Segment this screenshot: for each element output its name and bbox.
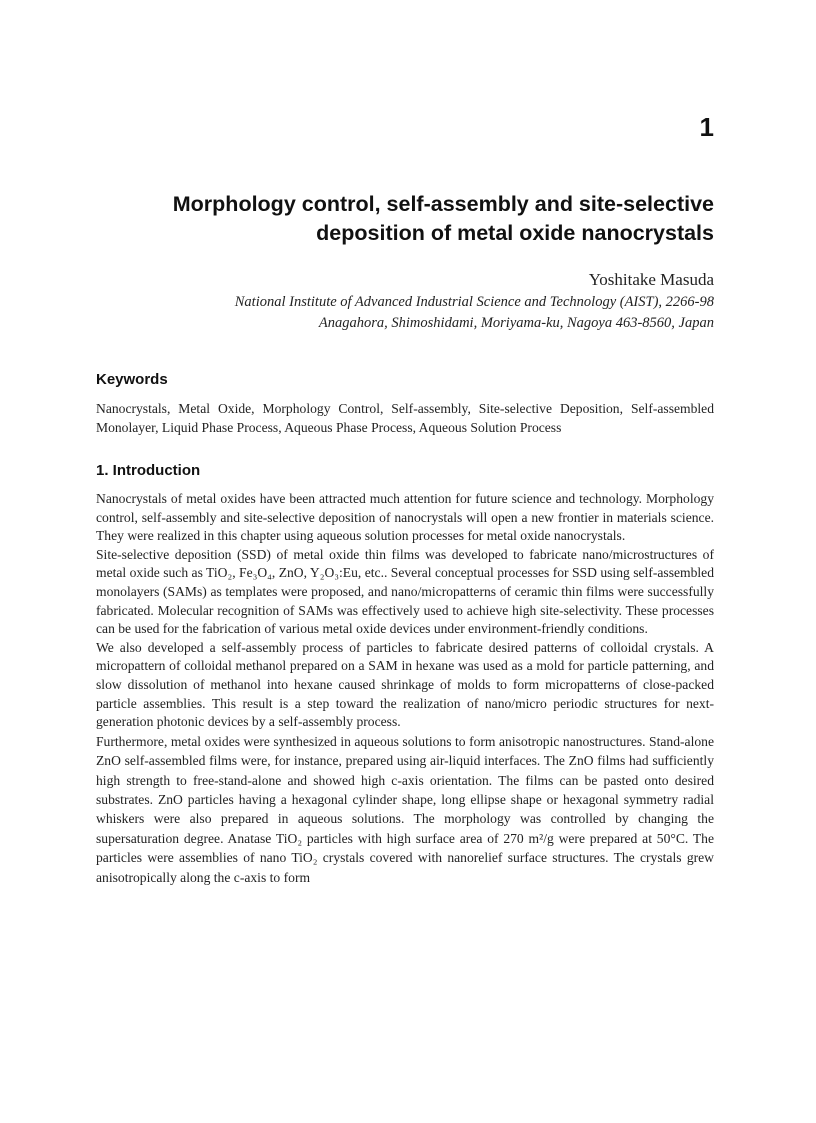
- affiliation-line: National Institute of Advanced Industrial Science and Technology (AIST), 2266-98: [234, 294, 714, 310]
- keywords-heading: Keywords: [96, 371, 168, 388]
- title-line: deposition of metal oxide nanocrystals: [316, 221, 714, 245]
- author-affiliation: [96, 292, 714, 334]
- paragraph: Furthermore, metal oxides were synthesized in aqueous solutions to form anisotropic nanostructures. Stand-alone ZnO self-assembled films were, for instance, prepared using air-liquid interfaces. The ZnO films had sufficiently high strength to free-stand-alone and showed high c-axis orientation. The films can be pasted onto desired substrates. ZnO particles having a hexagonal cylinder shape, long ellipse shape or hexagonal symmetry radial whiskers were also prepared in aqueous solutions. The morphology was controlled by changing the supersaturation degree. Anatase TiO₂ particles with high surface area of 270 m²/g were prepared at 50°C. The particles were assemblies of nano TiO₂ crystals covered with nanorelief surface structures. The crystals grew anisotropically along the c-axis to form: [96, 733, 714, 885]
- introduction-heading: 1. Introduction: [96, 462, 201, 479]
- paragraph: Site-selective deposition (SSD) of metal oxide thin films was developed to fabricate nano/microstructures of metal oxide such as TiO₂, Fe₃O₄, ZnO, Y₂O₃:Eu, etc.. Several conceptual processes for SSD using self-assembled monolayers (SAMs) as templates were proposed, and nano/micropatterns of ceramic thin films were successfully fabricated. Molecular recognition of SAMs was effectively used to achieve high site-selectivity. These processes can be used for the fabrication of various metal oxide devices under environment-friendly conditions.: [96, 546, 714, 637]
- title-line: Morphology control, self-assembly and site-selective: [172, 192, 714, 216]
- author-name: Yoshitake Masuda: [588, 270, 714, 289]
- chapter-number: 1: [699, 112, 714, 142]
- paragraph: We also developed a self-assembly process of particles to fabricate desired patterns of colloidal crystals. A micropattern of colloidal methanol prepared on a SAM in hexane was used as a mold for particle patterning, and slow dissolution of methanol into hexane caused shrinkage of molds to form micropatterns of close-packed particle assemblies. This result is a step toward the realization of nano/micro periodic structures for next-generation photonic devices by a self-assembly process.: [96, 639, 714, 730]
- keywords-list: Nanocrystals, Metal Oxide, Morphology Control, Self-assembly, Site-selective Deposition, Self-assembled Monolayer, Liquid Phase Process, Aqueous Phase Process, Aqueous Solution Process: [96, 401, 714, 435]
- paragraph: Nanocrystals of metal oxides have been attracted much attention for future science and technology. Morphology control, self-assembly and site-selective deposition of nanocrystals will open a new frontier in materials science. They were realized in this chapter using aqueous solution processes for metal oxide nanocrystals.: [96, 491, 714, 544]
- paper-title: [96, 190, 714, 248]
- introduction-body: [96, 490, 714, 887]
- affiliation-line: Anagahora, Shimoshidami, Moriyama-ku, Nagoya 463-8560, Japan: [318, 315, 714, 331]
